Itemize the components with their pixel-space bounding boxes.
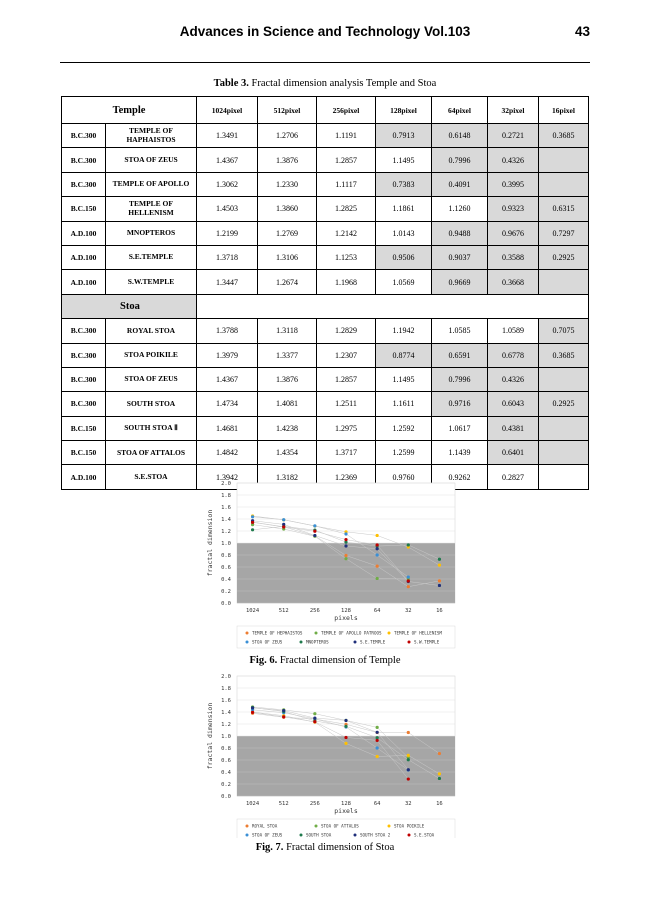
value-cell: 0.6401 [488,441,539,465]
value-cell: 0.6148 [432,124,488,148]
value-cell: 1.4734 [197,392,258,416]
value-cell: 0.7383 [376,172,432,196]
value-cell: 0.7996 [432,367,488,391]
value-cell: 1.1495 [376,367,432,391]
value-cell: 0.6043 [488,392,539,416]
data-point [344,544,347,547]
y-tick-label: 0.8 [221,553,231,559]
shaded-band [237,543,455,603]
fractal-table [61,96,589,490]
value-cell: 1.2825 [317,197,376,221]
figure-6-chart [195,475,465,652]
data-point [344,532,347,535]
x-axis-label: pixels [334,614,358,622]
data-point [313,534,316,537]
value-cell: 0.9676 [488,221,539,245]
legend-label: ROYAL STOA [252,823,278,829]
column-header: 16pixel [539,97,589,124]
figure-7-caption-text: Fractal dimension of Stoa [283,842,395,853]
data-point [407,543,410,546]
data-point [407,731,410,734]
value-cell: 1.4354 [258,441,317,465]
value-cell: 0.3685 [539,343,589,367]
value-cell: 1.0569 [376,270,432,294]
period-cell: B.C.150 [62,197,106,221]
table-caption [0,78,650,89]
period-cell: B.C.300 [62,319,106,343]
value-cell [539,465,589,489]
legend-label: S.E.STOA [414,832,435,838]
y-tick-label: 1.8 [221,686,231,692]
x-tick-label: 1024 [245,801,260,807]
name-cell: SOUTH STOA [106,392,197,416]
data-point [376,736,379,739]
value-cell: 1.2674 [258,270,317,294]
data-point [438,584,441,587]
x-tick-label: 512 [278,608,289,614]
legend-label: STOA OF ZEUS [252,639,283,645]
y-tick-label: 0.4 [221,577,231,583]
legend-marker [408,641,411,644]
name-cell: STOA OF ZEUS [106,148,197,172]
column-header: 1024pixel [197,97,258,124]
data-point [407,575,410,578]
figure-6-caption-text: Fractal dimension of Temple [277,655,401,666]
value-cell: 1.4367 [197,367,258,391]
legend-marker [354,641,357,644]
period-cell: B.C.300 [62,172,106,196]
data-point [344,554,347,557]
value-cell [539,441,589,465]
value-cell: 0.3588 [488,245,539,269]
value-cell: 1.3788 [197,319,258,343]
table-row [62,441,589,465]
y-tick-label: 1.0 [221,541,231,547]
data-point [376,726,379,729]
value-cell: 0.9323 [488,197,539,221]
data-point [376,534,379,537]
data-point [376,739,379,742]
name-cell: STOA OF ZEUS [106,367,197,391]
value-cell: 0.6778 [488,343,539,367]
y-tick-label: 1.2 [221,722,231,728]
data-point [376,731,379,734]
data-point [251,706,254,709]
value-cell: 1.1191 [317,124,376,148]
table-caption-text: Fractal dimension analysis Temple and Stoa [248,78,437,89]
x-tick-label: 16 [436,801,443,807]
data-point [282,525,285,528]
y-tick-label: 1.4 [221,517,231,523]
data-point [251,521,254,524]
name-cell: TEMPLE OF APOLLO [106,172,197,196]
value-cell: 1.2142 [317,221,376,245]
value-cell: 1.2769 [258,221,317,245]
data-point [407,754,410,757]
value-cell: 0.6591 [432,343,488,367]
value-cell: 1.4367 [197,148,258,172]
value-cell: 1.2330 [258,172,317,196]
value-cell: 0.6315 [539,197,589,221]
value-cell: 1.0585 [432,319,488,343]
value-cell: 1.4681 [197,416,258,440]
name-cell: STOA OF ATTALOS [106,441,197,465]
value-cell: 0.9506 [376,245,432,269]
value-cell: 0.4326 [488,148,539,172]
value-cell: 1.2369 [317,465,376,489]
value-cell: 1.3377 [258,343,317,367]
value-cell: 0.4326 [488,367,539,391]
data-point [313,530,316,533]
value-cell: 1.2975 [317,416,376,440]
value-cell: 0.9488 [432,221,488,245]
y-tick-label: 0.6 [221,758,231,764]
value-cell: 1.3942 [197,465,258,489]
legend-label: SOUTH STOA 2 [360,832,391,838]
data-point [344,742,347,745]
figure-6-caption-label: Fig. 6. [249,655,278,666]
legend-marker [300,834,303,837]
value-cell: 0.9037 [432,245,488,269]
x-tick-label: 16 [436,608,443,614]
legend-marker [315,632,318,635]
value-cell: 0.8774 [376,343,432,367]
table-row [62,270,589,294]
y-tick-label: 2.0 [221,674,231,680]
value-cell: 1.0617 [432,416,488,440]
x-tick-label: 32 [404,801,412,807]
data-point [344,719,347,722]
legend-label: STOA OF ZEUS [252,832,283,838]
table-row [62,172,589,196]
period-cell: A.D.100 [62,221,106,245]
value-cell: 1.3491 [197,124,258,148]
figure-6-caption [0,655,650,666]
data-point [313,712,316,715]
period-cell: B.C.300 [62,148,106,172]
column-header: 256pixel [317,97,376,124]
value-cell: 1.3447 [197,270,258,294]
value-cell: 0.9262 [432,465,488,489]
period-cell: A.D.100 [62,245,106,269]
figure-7-caption [0,842,650,853]
value-cell: 1.1253 [317,245,376,269]
column-header: 64pixel [432,97,488,124]
x-tick-label: 256 [309,608,320,614]
data-point [313,524,316,527]
value-cell: 0.9716 [432,392,488,416]
table-row [62,416,589,440]
table-row [62,367,589,391]
value-cell: 1.4842 [197,441,258,465]
data-point [313,717,316,720]
y-tick-label: 0.0 [221,601,231,607]
value-cell: 1.3717 [317,441,376,465]
x-tick-label: 64 [373,608,381,614]
value-cell: 1.2706 [258,124,317,148]
legend-label: STOA OF ATTALOS [321,823,359,829]
value-cell: 1.1968 [317,270,376,294]
data-point [282,518,285,521]
value-cell: 1.1861 [376,197,432,221]
data-point [376,746,379,749]
y-tick-label: 0.4 [221,770,231,776]
period-cell: B.C.300 [62,124,106,148]
data-point [376,565,379,568]
data-point [438,564,441,567]
value-cell: 1.1260 [432,197,488,221]
legend-marker [315,825,318,828]
legend-label: MNOPTEROS [306,639,329,645]
legend-marker [388,825,391,828]
y-tick-label: 1.4 [221,710,231,716]
header-rule [60,62,590,63]
legend-marker [388,632,391,635]
value-cell: 0.4381 [488,416,539,440]
data-point [438,772,441,775]
value-cell: 1.0143 [376,221,432,245]
legend-label: TEMPLE OF HELLENISM [394,630,442,636]
name-cell: SOUTH STOA Ⅱ [106,416,197,440]
table-row [62,148,589,172]
value-cell: 1.3876 [258,367,317,391]
value-cell: 1.3876 [258,148,317,172]
table-row [62,124,589,148]
stoa-section-title: Stoa [62,294,197,318]
data-point [438,558,441,561]
legend-label: TEMPLE OF HEPHAISTOS [252,630,303,636]
legend-marker [246,834,249,837]
value-cell: 1.3718 [197,245,258,269]
period-cell: A.D.100 [62,270,106,294]
temple-section-title: Temple [62,97,197,124]
data-point [376,543,379,546]
legend-marker [246,641,249,644]
name-cell: ROYAL STOA [106,319,197,343]
value-cell: 1.1942 [376,319,432,343]
value-cell: 0.7297 [539,221,589,245]
name-cell: TEMPLE OF HELLENISM [106,197,197,221]
value-cell: 1.0589 [488,319,539,343]
data-point [313,720,316,723]
data-point [438,777,441,780]
page-header [60,24,590,44]
period-cell: B.C.300 [62,392,106,416]
data-point [251,528,254,531]
name-cell: STOA POIKILE [106,343,197,367]
value-cell [539,172,589,196]
value-cell: 1.2857 [317,148,376,172]
value-cell: 0.2827 [488,465,539,489]
data-point [344,725,347,728]
value-cell: 0.3995 [488,172,539,196]
value-cell: 0.7075 [539,319,589,343]
data-point [438,752,441,755]
table-caption-label: Table 3. [213,78,249,89]
y-tick-label: 0.0 [221,794,231,800]
value-cell: 1.2592 [376,416,432,440]
y-tick-label: 0.2 [221,782,231,788]
value-cell: 1.3106 [258,245,317,269]
data-point [282,709,285,712]
column-header: 512pixel [258,97,317,124]
value-cell: 0.7996 [432,148,488,172]
table-row [62,392,589,416]
value-cell [539,148,589,172]
data-point [376,553,379,556]
y-tick-label: 1.6 [221,698,231,704]
journal-title: Advances in Science and Technology Vol.103 [179,24,471,39]
value-cell: 0.3668 [488,270,539,294]
value-cell: 1.1117 [317,172,376,196]
y-tick-label: 0.6 [221,565,231,571]
value-cell: 0.7913 [376,124,432,148]
value-cell: 1.2829 [317,319,376,343]
y-tick-label: 0.2 [221,589,231,595]
value-cell: 0.2925 [539,392,589,416]
data-point [344,557,347,560]
x-tick-label: 32 [404,608,412,614]
y-tick-label: 1.0 [221,734,231,740]
value-cell: 1.1495 [376,148,432,172]
period-cell: A.D.100 [62,465,106,489]
figure-7-caption-label: Fig. 7. [255,842,284,853]
table-row [62,343,589,367]
data-point [407,768,410,771]
period-cell: B.C.150 [62,441,106,465]
value-cell: 0.2925 [539,245,589,269]
data-point [251,711,254,714]
name-cell: MNOPTEROS [106,221,197,245]
legend-marker [300,641,303,644]
data-point [282,715,285,718]
period-cell: B.C.150 [62,416,106,440]
value-cell: 1.1611 [376,392,432,416]
y-tick-label: 1.8 [221,493,231,499]
value-cell: 1.3860 [258,197,317,221]
data-point [344,736,347,739]
table-row [62,197,589,221]
data-point [407,585,410,588]
data-point [376,755,379,758]
shaded-band [237,736,455,796]
data-point [407,579,410,582]
x-tick-label: 64 [373,801,381,807]
value-cell: 1.4238 [258,416,317,440]
name-cell: S.E.TEMPLE [106,245,197,269]
table-body [62,97,589,490]
legend-marker [246,632,249,635]
stoa-section-blank [197,294,589,318]
table-row [62,319,589,343]
legend-label: SOUTH STOA [306,832,332,838]
data-point [407,758,410,761]
legend-label: TEMPLE OF APOLLO PATROOS [321,630,382,636]
y-axis-label: fractal dimension [206,702,214,770]
figure-7-chart [195,668,465,838]
legend-label: S.E.TEMPLE [360,639,386,645]
y-axis-label: fractal dimension [206,509,214,577]
value-cell: 1.4081 [258,392,317,416]
value-cell [539,367,589,391]
legend-marker [246,825,249,828]
value-cell: 0.9760 [376,465,432,489]
legend-marker [354,834,357,837]
value-cell [539,270,589,294]
x-tick-label: 128 [341,801,351,807]
legend-label: S.W.TEMPLE [414,639,440,645]
y-tick-label: 1.6 [221,505,231,511]
table-row [62,221,589,245]
x-tick-label: 256 [309,801,320,807]
data-point [407,777,410,780]
period-cell: B.C.300 [62,343,106,367]
legend-marker [408,834,411,837]
value-cell: 0.4091 [432,172,488,196]
name-cell: TEMPLE OF HAPHAISTOS [106,124,197,148]
table-header-row [62,97,589,124]
x-tick-label: 512 [278,801,289,807]
y-tick-label: 2.0 [221,481,231,487]
value-cell: 1.3182 [258,465,317,489]
value-cell: 1.4503 [197,197,258,221]
data-point [344,538,347,541]
x-axis-label: pixels [334,807,358,815]
value-cell: 1.2307 [317,343,376,367]
data-point [251,515,254,518]
data-point [376,547,379,550]
y-tick-label: 1.2 [221,529,231,535]
legend-box [237,626,455,648]
y-tick-label: 0.8 [221,746,231,752]
data-point [438,579,441,582]
value-cell [539,416,589,440]
value-cell: 1.2199 [197,221,258,245]
value-cell: 0.9669 [432,270,488,294]
value-cell: 1.2511 [317,392,376,416]
column-header: 32pixel [488,97,539,124]
table-row [62,245,589,269]
data-point [376,577,379,580]
legend-label: STOA POIKILE [394,823,425,829]
value-cell: 1.2599 [376,441,432,465]
value-cell: 0.3685 [539,124,589,148]
value-cell: 1.2857 [317,367,376,391]
x-tick-label: 128 [341,608,351,614]
name-cell: S.E.STOA [106,465,197,489]
page-number: 43 [574,24,590,39]
value-cell: 1.3979 [197,343,258,367]
value-cell: 0.2721 [488,124,539,148]
name-cell: S.W.TEMPLE [106,270,197,294]
x-tick-label: 1024 [245,608,260,614]
value-cell: 1.3118 [258,319,317,343]
value-cell: 1.1439 [432,441,488,465]
value-cell: 1.3062 [197,172,258,196]
column-header: 128pixel [376,97,432,124]
stoa-section-row [62,294,589,318]
period-cell: B.C.300 [62,367,106,391]
